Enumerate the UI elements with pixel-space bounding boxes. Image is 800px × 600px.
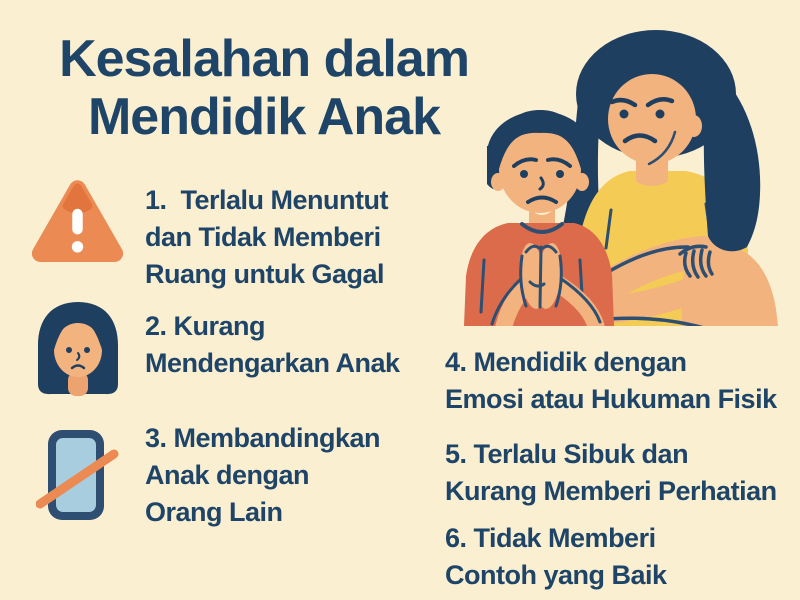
phone-crossed-out-icon	[36, 424, 122, 526]
mistake-4-line-2: Emosi atau Hukuman Fisik	[445, 384, 777, 414]
mistake-2-line-1: 2. Kurang	[145, 311, 266, 341]
mistake-5-line-1: 5. Terlalu Sibuk dan	[445, 439, 689, 469]
mistake-1-line-2: dan Tidak Memberi	[145, 222, 381, 252]
mistake-2-line-2: Mendengarkan Anak	[145, 348, 400, 378]
mistake-4-line-1: 4. Mendidik dengan	[445, 347, 687, 377]
mistake-1-line-3: Ruang untuk Gagal	[145, 259, 385, 289]
mistake-6-line-1: 6. Tidak Memberi	[445, 523, 656, 553]
mistake-3-line-1: 3. Membandingkan	[145, 423, 381, 453]
mistake-item-1	[145, 182, 388, 293]
sad-girl-face-icon	[28, 298, 128, 408]
title-line-1: Kesalahan dalam	[59, 30, 469, 88]
mistake-3-line-2: Anak dengan	[145, 460, 310, 490]
mistake-item-2	[145, 308, 400, 382]
mistake-item-4	[445, 344, 777, 418]
title-line-2: Mendidik Anak	[87, 88, 440, 146]
mistake-5-line-2: Kurang Memberi Perhatian	[445, 476, 777, 506]
mistake-item-5	[445, 436, 777, 510]
mistake-item-6	[445, 520, 667, 594]
mistake-3-line-3: Orang Lain	[145, 497, 283, 527]
warning-triangle-icon	[30, 176, 125, 272]
mistake-item-3	[145, 420, 380, 531]
mistake-1-line-1: 1. Terlalu Menuntut	[145, 185, 389, 215]
mistake-6-line-2: Contoh yang Baik	[445, 560, 667, 590]
page-title	[26, 30, 502, 146]
mother-and-child-illustration	[448, 14, 800, 326]
